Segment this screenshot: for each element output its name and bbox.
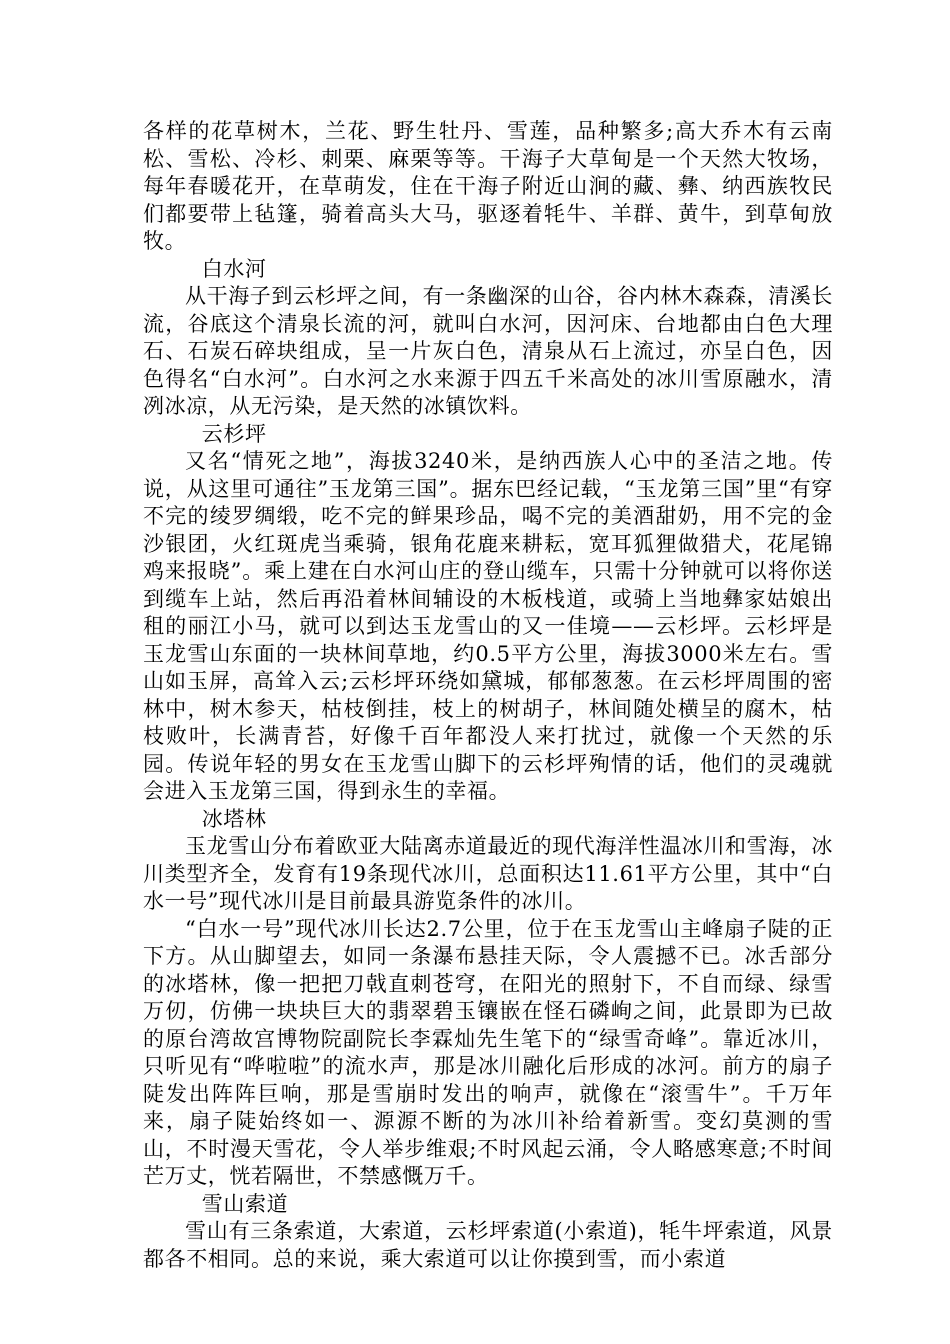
intro-paragraph: 各样的花草树木，兰花、野生牡丹、雪莲，品种繁多;高大乔木有云南松、雪松、冷杉、刺栗、麻栗等等。干海子大草甸是一个天然大牧场，每年春暖花开，在草萌发，住在干海子附近山涧的藏、彝、纳西族牧民们都要带上毡篷，骑着高头大马，驱逐着牦牛、羊群、黄牛，到草甸放牧。	[143, 119, 833, 253]
section-heading-suodao: 雪山索道	[201, 1191, 289, 1216]
section-paragraph-suodao: 雪山有三条索道，大索道，云杉坪索道(小索道)，牦牛坪索道，风景都各不相同。总的来说，乘大索道可以让你摸到雪，而小索道	[143, 1219, 833, 1271]
section-paragraph-bingtalin-1: 玉龙雪山分布着欧亚大陆离赤道最近的现代海洋性温冰川和雪海，冰川类型齐全，发育有19条现代冰川，总面积达11.61平方公里，其中“白水一号”现代冰川是目前最具游览条件的冰川。	[143, 834, 833, 913]
section-paragraph-yunshanping: 又名“情死之地”，海拔3240米，是纳西族人心中的圣洁之地。传说，从这里可通往”玉龙第三国”。据东巴经记载，“玉龙第三国”里“有穿不完的绫罗绸缎，吃不完的鲜果珍品，喝不完的美酒甜奶，用不完的金沙银团，火红斑虎当乘骑，银角花鹿来耕耘，宽耳狐狸做猎犬，花尾锦鸡来报晓”。乘上建在白水河山庄的登山缆车，只需十分钟就可以将你送到缆车上站，然后再沿着林间辅设的木板栈道，或骑上当地彝家姑娘出租的丽江小马，就可以到达玉龙雪山的又一佳境——云杉坪。云杉坪是玉龙雪山东面的一块林间草地，约0.5平方公里，海拔3000米左右。雪山如玉屏，高耸入云;云杉坪环绕如黛城，郁郁葱葱。在云杉坪周围的密林中，树木参天，枯枝倒挂，枝上的树胡子，林间随处横呈的腐木，枯枝败叶，长满青苔，好像千百年都没人来打扰过，就像一个天然的乐园。传说年轻的男女在玉龙雪山脚下的云杉坪殉情的话，他们的灵魂就会进入玉龙第三国，得到永生的幸福。	[143, 449, 833, 803]
section-paragraph-bingtalin-2: “白水一号”现代冰川长达2.7公里，位于在玉龙雪山主峰扇子陡的正下方。从山脚望去，如同一条瀑布悬挂天际，令人震撼不已。冰舌部分的冰塔林，像一把把刀戟直刺苍穹，在阳光的照射下，不自而绿、绿雪万仞，仿佛一块块巨大的翡翠碧玉镶嵌在怪石磷峋之间，此景即为已故的原台湾故宫博物院副院长李霖灿先生笔下的“绿雪奇峰”。靠近冰川，只听见有“哗啦啦”的流水声，那是冰川融化后形成的冰河。前方的扇子陡发出阵阵巨响，那是雪崩时发出的响声，就像在“滚雪牛”。千万年来，扇子陡始终如一、源源不断的为冰川补给着新雪。变幻莫测的雪山，不时漫天雪花，令人举步维艰;不时风起云涌，令人略感寒意;不时间芒万丈，恍若隔世，不禁感慨万千。	[143, 916, 833, 1188]
section-heading-yunshanping: 云杉坪	[201, 421, 267, 446]
section-heading-baishuihe: 白水河	[201, 256, 267, 281]
document-page	[143, 118, 833, 1273]
section-heading-bingtalin: 冰塔林	[201, 806, 267, 831]
section-paragraph-baishuihe: 从干海子到云杉坪之间，有一条幽深的山谷，谷内林木森森，清溪长流，谷底这个清泉长流的河，就叫白水河，因河床、台地都由白色大理石、石炭石碎块组成，呈一片灰白色，清泉从石上流过，亦呈白色，因色得名“白水河”。白水河之水来源于四五千米高处的冰川雪原融水，清冽冰凉，从无污染，是天然的冰镇饮料。	[143, 284, 833, 418]
